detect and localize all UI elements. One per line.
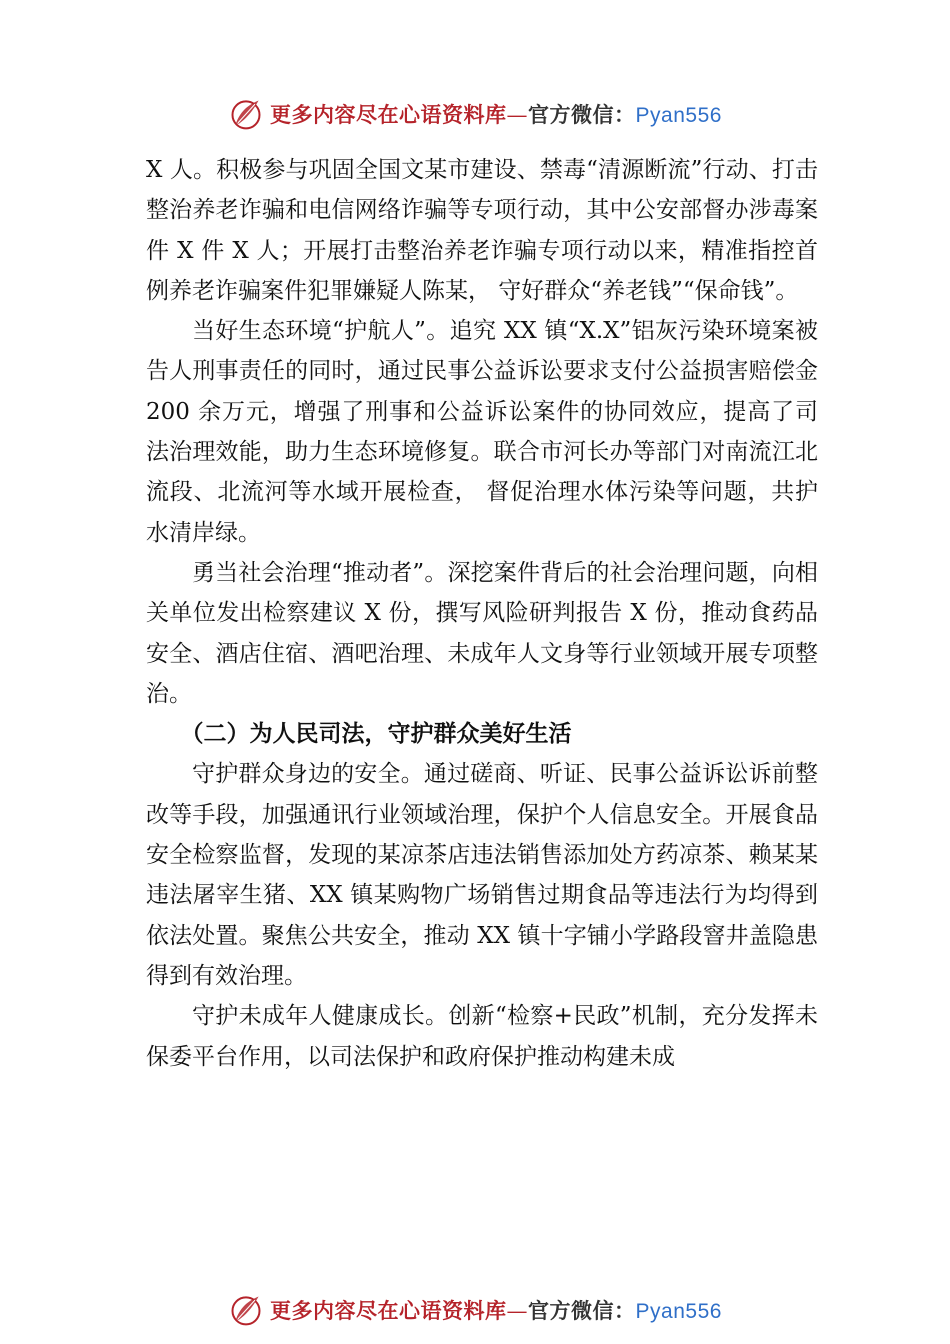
paragraph-public-safety: 守护群众身边的安全。通过磋商、听证、民事公益诉讼诉前整改等手段，加强通讯行业领域治理，保护个人信息安全。开展食品安全检察监督，发现的某凉茶店违法销售添加处方药凉茶、赖某某违法屠宰生猪、XX 镇某购物广场销售过期食品等违法行为均得到依法处置。聚焦公共安全，推动 XX 镇十字铺小学路段窨井盖隐患得到有效治理。 [146, 761, 818, 989]
paragraph-social-governance: 勇当社会治理“推动者”。深挖案件背后的社会治理问题，向相关单位发出检察建议 X 份，撰写风险研判报告 X 份，推动食药品安全、酒店住宿、酒吧治理、未成年人文身等行业领域开展专项整治。 [146, 559, 818, 707]
watermark-wechat-account: Pyan556 [635, 1300, 722, 1323]
leaf-seal-logo-icon [228, 96, 264, 132]
paragraph-minors: 守护未成年人健康成长。创新“检察+民政”机制，充分发挥未保委平台作用，以司法保护和政府保护推动构建未成 [146, 1003, 818, 1070]
watermark-text [270, 1295, 722, 1325]
document-body [146, 150, 818, 1077]
section-heading: （二）为人民司法，守护群众美好生活 [180, 720, 572, 748]
watermark-brand: 更多内容尽在心语资料库 [270, 1298, 507, 1323]
leaf-seal-logo-icon [228, 1292, 264, 1328]
watermark-text [270, 99, 722, 129]
footer-watermark [0, 1290, 950, 1330]
watermark-separator: — [506, 103, 529, 127]
watermark-brand: 更多内容尽在心语资料库 [270, 102, 507, 127]
paragraph-continuation: X 人。积极参与巩固全国文某市建设、禁毒“清源断流”行动、打击整治养老诈骗和电信网络诈骗等专项行动，其中公安部督办涉毒案件 X 件 X 人；开展打击整治养老诈骗专项行动以来，精准指控首例养老诈骗案件犯罪嫌疑人陈某， 守好群众“养老钱”“保命钱”。 [146, 157, 818, 304]
paragraph-ecology: 当好生态环境“护航人”。追究 XX 镇“X.X”铝灰污染环境案被告人刑事责任的同时，通过民事公益诉讼要求支付公益损害赔偿金 200 余万元，增强了刑事和公益诉讼案件的协同效应，提高了司法治理效能，助力生态环境修复。联合市河长办等部门对南流江北流段、北流河等水域开展检查， 督促治理水体污染等问题，共护水清岸绿。 [146, 318, 818, 546]
header-watermark [0, 94, 950, 134]
watermark-separator: — [506, 1299, 529, 1323]
watermark-wechat-label: 官方微信： [528, 102, 636, 127]
watermark-wechat-label: 官方微信： [528, 1298, 636, 1323]
watermark-wechat-account: Pyan556 [635, 104, 722, 127]
